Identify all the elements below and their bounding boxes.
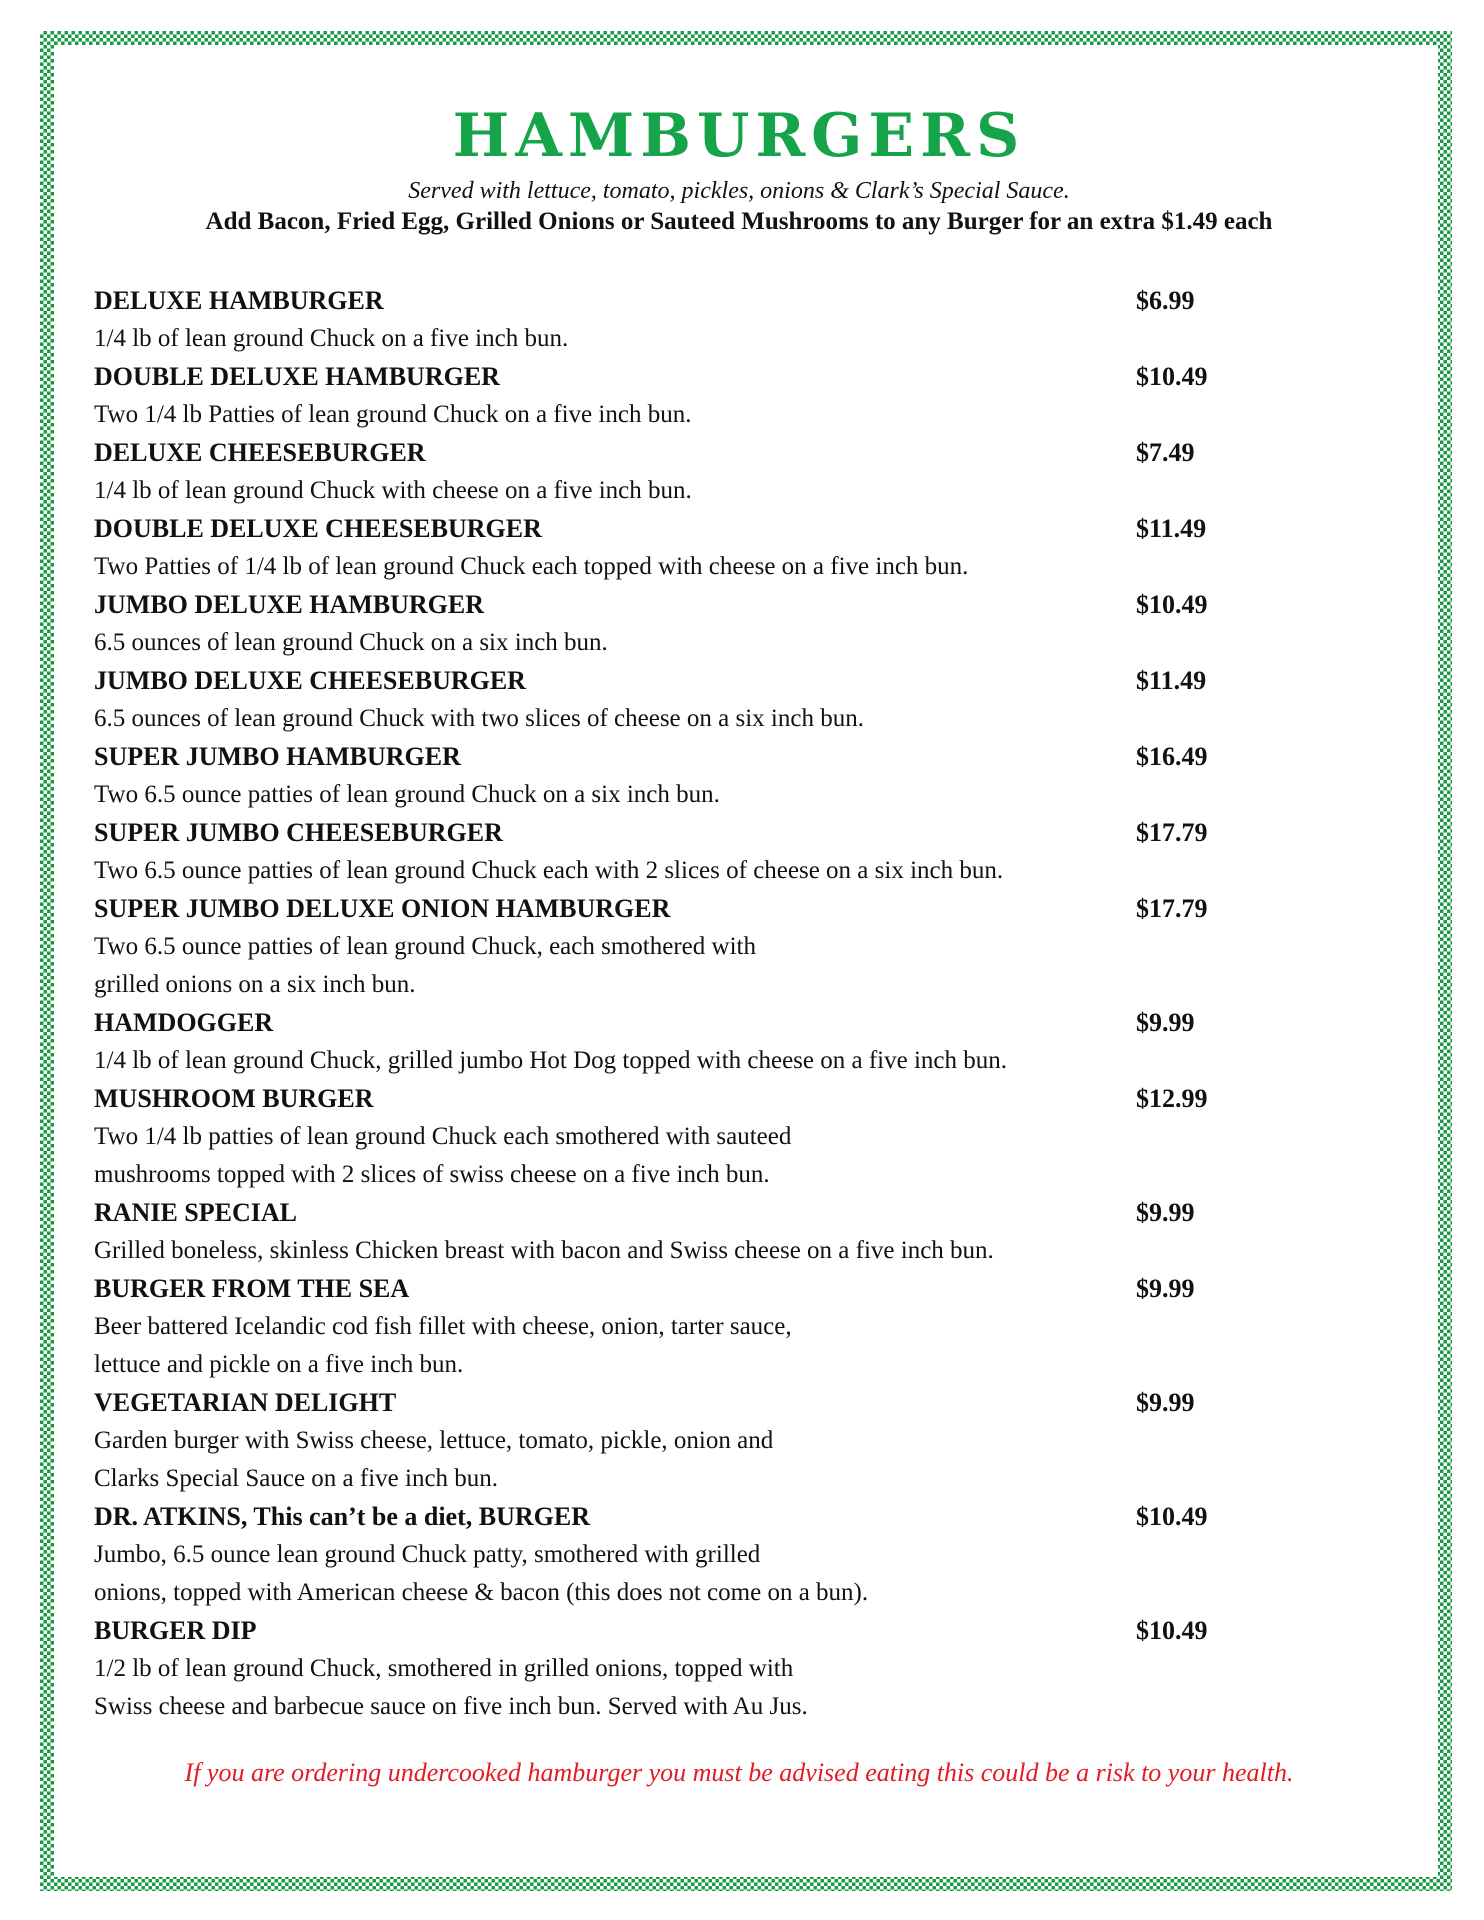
item-name: MUSHROOM BURGER xyxy=(94,1084,374,1113)
item-name: JUMBO DELUXE HAMBURGER xyxy=(94,590,485,619)
menu-item xyxy=(94,282,1384,358)
item-description: 1/4 lb of lean ground Chuck on a five inch bun. xyxy=(94,325,569,352)
item-description: Garden burger with Swiss cheese, lettuce, tomato, pickle, onion and xyxy=(94,1427,774,1454)
item-description: 1/4 lb of lean ground Chuck, grilled jumbo Hot Dog topped with cheese on a five inch bun. xyxy=(94,1047,1008,1074)
item-price: $10.49 xyxy=(1136,1502,1208,1531)
item-name: DELUXE CHEESEBURGER xyxy=(94,438,426,467)
item-description: Jumbo, 6.5 ounce lean ground Chuck patty, smothered with grilled xyxy=(94,1541,761,1568)
item-description: 6.5 ounces of lean ground Chuck on a six inch bun. xyxy=(94,629,608,656)
item-name: HAMDOGGER xyxy=(94,1008,274,1037)
item-price: $16.49 xyxy=(1136,742,1208,771)
item-price: $9.99 xyxy=(1136,1388,1195,1417)
item-price: $12.99 xyxy=(1136,1084,1208,1113)
item-description: Two 6.5 ounce patties of lean ground Chuck, each smothered with xyxy=(94,933,756,960)
item-price: $11.49 xyxy=(1136,666,1207,695)
item-name: BURGER DIP xyxy=(94,1616,257,1645)
menu-item xyxy=(94,1080,1384,1194)
item-price: $10.49 xyxy=(1136,362,1208,391)
item-name: JUMBO DELUXE CHEESEBURGER xyxy=(94,666,526,695)
item-price: $10.49 xyxy=(1136,1616,1208,1645)
menu-page xyxy=(94,100,1384,1790)
item-price: $9.99 xyxy=(1136,1198,1195,1227)
item-name: SUPER JUMBO CHEESEBURGER xyxy=(94,818,503,847)
item-description: Two 6.5 ounce patties of lean ground Chuck on a six inch bun. xyxy=(94,781,720,808)
menu-item xyxy=(94,1612,1384,1726)
menu-title: HAMBURGERS xyxy=(452,101,1026,171)
item-description: grilled onions on a six inch bun. xyxy=(94,971,416,998)
item-price: $9.99 xyxy=(1136,1008,1195,1037)
item-price: $7.49 xyxy=(1136,438,1195,467)
menu-item xyxy=(94,738,1384,814)
item-price: $11.49 xyxy=(1136,514,1207,543)
item-price: $10.49 xyxy=(1136,590,1208,619)
item-name: SUPER JUMBO DELUXE ONION HAMBURGER xyxy=(94,894,671,923)
item-name: DOUBLE DELUXE HAMBURGER xyxy=(94,362,500,391)
menu-item xyxy=(94,1498,1384,1612)
menu-item xyxy=(94,662,1384,738)
item-description: Clarks Special Sauce on a five inch bun. xyxy=(94,1465,499,1492)
item-name: BURGER FROM THE SEA xyxy=(94,1274,410,1303)
item-name: SUPER JUMBO HAMBURGER xyxy=(94,742,461,771)
item-description: lettuce and pickle on a five inch bun. xyxy=(94,1351,464,1378)
item-description: Two Patties of 1/4 lb of lean ground Chuck each topped with cheese on a five inch bun. xyxy=(94,553,969,580)
item-description: Two 6.5 ounce patties of lean ground Chuck each with 2 slices of cheese on a six inch bun. xyxy=(94,857,1004,884)
item-price: $9.99 xyxy=(1136,1274,1195,1303)
item-description: Swiss cheese and barbecue sauce on five inch bun. Served with Au Jus. xyxy=(94,1693,808,1720)
menu-item xyxy=(94,510,1384,586)
item-description: 1/4 lb of lean ground Chuck with cheese on a five inch bun. xyxy=(94,477,692,504)
menu-item xyxy=(94,1194,1384,1270)
menu-item xyxy=(94,1270,1384,1384)
menu-item xyxy=(94,890,1384,1004)
health-warning: If you are ordering undercooked hamburger you must be advised eating this could be a risk to your health. xyxy=(184,1758,1294,1787)
item-description: Two 1/4 lb Patties of lean ground Chuck on a five inch bun. xyxy=(94,401,692,428)
item-name: DOUBLE DELUXE CHEESEBURGER xyxy=(94,514,542,543)
item-description: onions, topped with American cheese & bacon (this does not come on a bun). xyxy=(94,1579,869,1606)
item-description: mushrooms topped with 2 slices of swiss cheese on a five inch bun. xyxy=(94,1161,770,1188)
item-price: $6.99 xyxy=(1136,286,1195,315)
item-description: 1/2 lb of lean ground Chuck, smothered in grilled onions, topped with xyxy=(94,1655,794,1682)
item-name: RANIE SPECIAL xyxy=(94,1198,297,1227)
item-description: Beer battered Icelandic cod fish fillet with cheese, onion, tarter sauce, xyxy=(94,1313,792,1340)
menu-item xyxy=(94,1004,1384,1080)
menu-item xyxy=(94,814,1384,890)
item-description: Two 1/4 lb patties of lean ground Chuck each smothered with sauteed xyxy=(94,1123,792,1150)
item-name: DELUXE HAMBURGER xyxy=(94,286,384,315)
addons-note: Add Bacon, Fried Egg, Grilled Onions or Sauteed Mushrooms to any Burger for an extra $1.49 each xyxy=(205,208,1273,235)
menu-item xyxy=(94,1384,1384,1498)
item-name: VEGETARIAN DELIGHT xyxy=(94,1388,397,1417)
menu-item xyxy=(94,358,1384,434)
menu-subtitle: Served with lettuce, tomato, pickles, onions & Clark’s Special Sauce. xyxy=(408,178,1070,204)
item-description: 6.5 ounces of lean ground Chuck with two slices of cheese on a six inch bun. xyxy=(94,705,864,732)
menu-item xyxy=(94,586,1384,662)
menu-items-list xyxy=(94,282,1384,1726)
item-price: $17.79 xyxy=(1136,894,1208,923)
menu-item xyxy=(94,434,1384,510)
item-name: DR. ATKINS, This can’t be a diet, BURGER xyxy=(94,1502,590,1531)
item-description: Grilled boneless, skinless Chicken breast with bacon and Swiss cheese on a five inch bun. xyxy=(94,1237,994,1264)
item-price: $17.79 xyxy=(1136,818,1208,847)
